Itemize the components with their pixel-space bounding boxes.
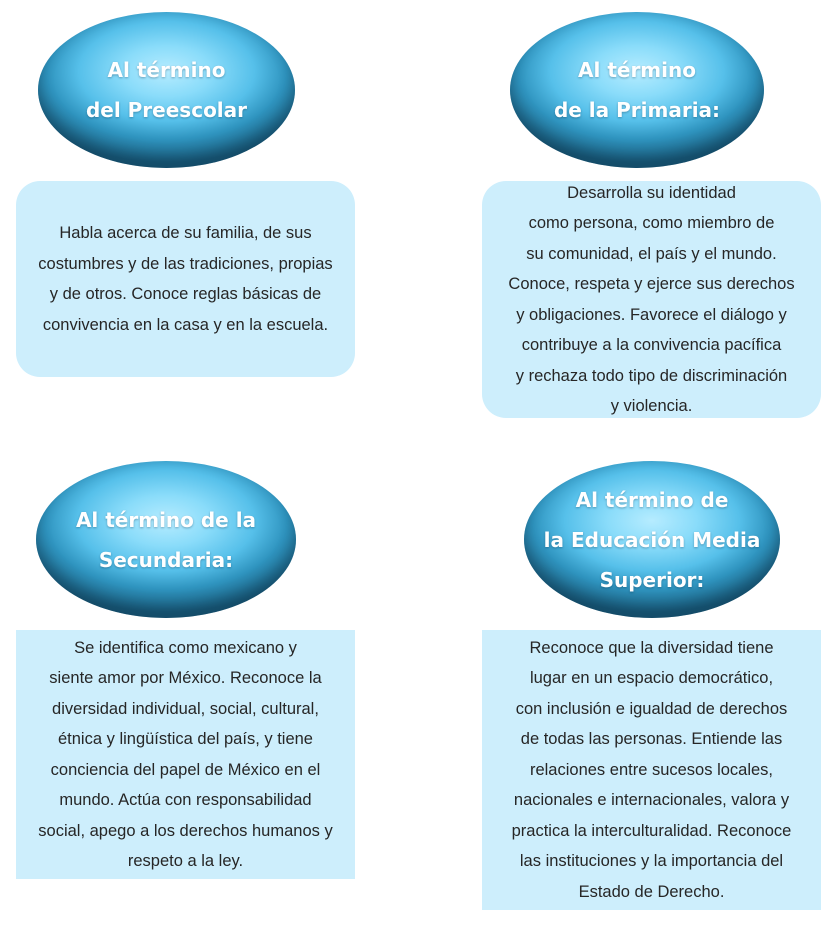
preescolar-text-line-4: convivencia en la casa y en la escuela. [42,315,329,334]
secundaria-text-line-5: conciencia del papel de México en el [50,760,321,779]
secundaria-text-line-8: respeto a la ley. [127,852,244,870]
primaria-text-line-4: Conoce, respeta y ejerce sus derechos [508,275,795,293]
media-superior-text-line-4: de todas las personas. Entiende las [520,730,783,749]
primaria-title-line-2: de la Primaria: [553,98,721,122]
preescolar-text-line-3: y de otros. Conoce reglas básicas de [49,285,322,303]
secundaria-text-box [16,630,355,879]
preescolar-text-box [16,181,355,377]
secundaria-title-line-1: Al término de la [75,507,257,532]
secundaria-text-line-2: siente amor por México. Reconoce la [49,669,322,687]
secundaria-text-line-4: étnica y lingüística del país, y tiene [58,730,313,748]
primaria-text-line-2: como persona, como miembro de [528,214,775,232]
primaria-text-line-3: su comunidad, el país y el mundo. [526,244,777,263]
preescolar-title-line-1: Al término [107,58,226,82]
media-superior-title-line-3: Superior: [599,567,705,592]
media-superior-title-line-2: la Educación Media [543,527,761,552]
preescolar-title-line-2: del Preescolar [85,98,248,122]
secundaria-text-line-7: social, apego a los derechos humanos y [38,821,333,840]
primaria-text-line-5: y obligaciones. Favorece el diálogo y [516,305,787,324]
media-superior-title-line-1: Al término de [575,487,729,512]
secundaria-title-line-2: Secundaria: [98,547,234,572]
preescolar-title-oval [38,12,295,168]
secundaria-title-oval [36,461,296,618]
media-superior-text-line-3: con inclusión e igualdad de derechos [515,699,788,718]
media-superior-text-line-2: lugar en un espacio democrático, [529,669,774,688]
preescolar-text-line-2: costumbres y de las tradiciones, propias [38,254,333,273]
media-superior-text-line-5: relaciones entre sucesos locales, [529,760,774,779]
media-superior-text-line-7: practica la interculturalidad. Reconoce [511,821,792,840]
media-superior-text-line-6: nacionales e internacionales, valora y [513,791,790,810]
media-superior-text-box [482,630,821,910]
primaria-text-line-6: contribuye a la convivencia pacífica [521,336,782,354]
media-superior-text-line-9: Estado de Derecho. [578,882,725,901]
primaria-text-box [482,181,821,418]
preescolar-text-line-1: Habla acerca de su familia, de sus [59,224,312,242]
primaria-title-oval [510,12,764,168]
primaria-text-line-8: y violencia. [610,397,693,415]
secundaria-text-line-3: diversidad individual, social, cultural, [52,699,319,718]
primaria-text-line-7: y rechaza todo tipo de discriminación [515,366,788,385]
secundaria-text-line-6: mundo. Actúa con responsabilidad [59,791,312,809]
secundaria-text-line-1: Se identifica como mexicano y [74,638,297,657]
media-superior-title-oval [524,461,780,618]
primaria-title-line-1: Al término [578,58,696,82]
primaria-text-line-1: Desarrolla su identidad [567,183,736,202]
media-superior-text-line-8: las instituciones y la importancia del [519,852,784,871]
media-superior-text-line-1: Reconoce que la diversidad tiene [529,638,774,657]
